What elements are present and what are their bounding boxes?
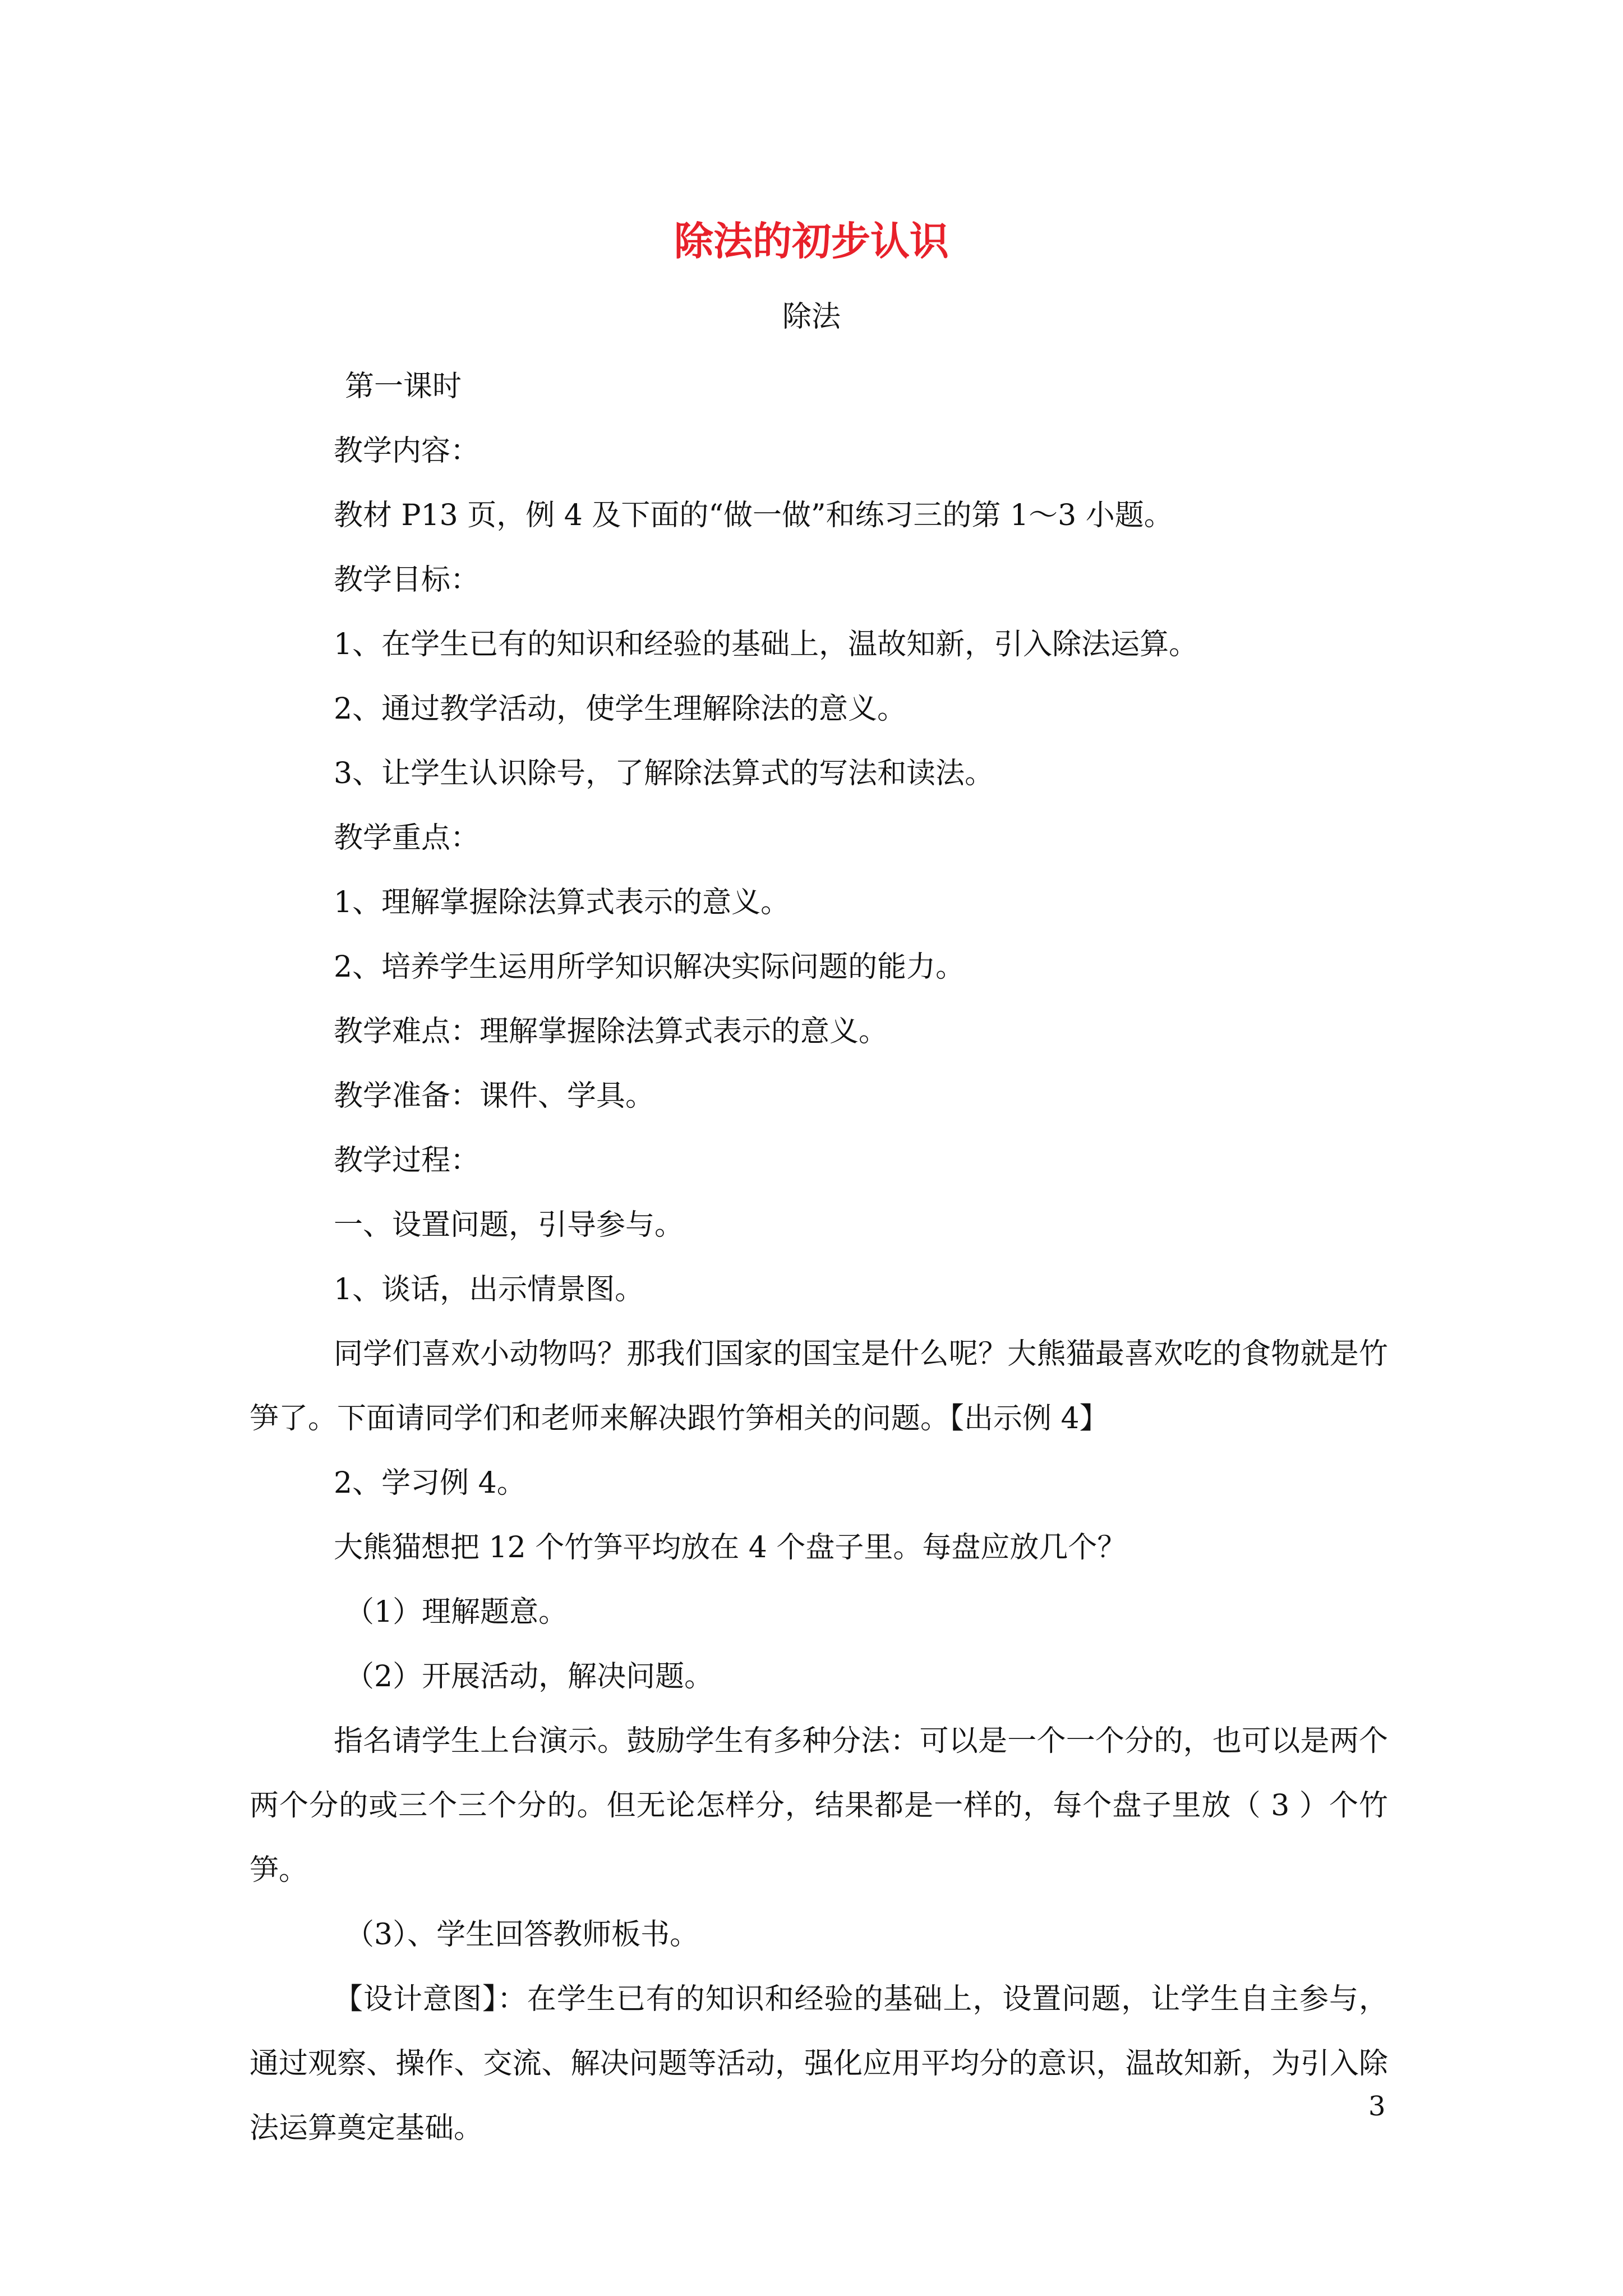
text-line: 教学内容： [334,434,480,468]
text-line: （1）理解题意。 [345,1595,568,1629]
text-line: （3）、学生回答教师板书。 [345,1918,699,1952]
text-line: 2、通过教学活动，使学生理解除法的意义。 [334,692,907,726]
document-subtitle: 除法 [782,300,841,334]
text-line: （2）开展活动，解决问题。 [345,1660,714,1694]
text-line: 教学过程： [334,1144,480,1177]
text-line: 1、理解掌握除法算式表示的意义。 [334,886,790,919]
paragraph: 【设计意图】：在学生已有的知识和经验的基础上，设置问题，让学生自主参与，通过观察、操作、交流、解决问题等活动，强化应用平均分的意识，温故知新，为引入除法运算奠定基础。 [250,1982,1388,2145]
text-line: 第一课时 [345,370,462,403]
text-line: 教学目标： [334,563,480,597]
text-line: 大熊猫想把 12 个竹笋平均放在 4 个盘子里。每盘应放几个？ [334,1531,1127,1565]
text-line: 1、在学生已有的知识和经验的基础上，温故知新，引入除法运算。 [334,628,1198,661]
text-line: 2、培养学生运用所学知识解决实际问题的能力。 [334,950,965,984]
document-title: 除法的初步认识 [674,218,949,264]
text-line: 教学重点： [334,821,480,855]
text-line: 教材 P13 页，例 4 及下面的“做一做”和练习三的第 1～3 小题。 [334,499,1173,532]
page-number: 3 [1368,2091,1386,2122]
text-line: 3、让学生认识除号，了解除法算式的写法和读法。 [334,757,994,790]
paragraph: 指名请学生上台演示。鼓励学生有多种分法：可以是一个一个分的，也可以是两个两个分的或三个三个分的。但无论怎样分，结果都是一样的，每个盘子里放（ 3 ）个竹笋。 [250,1724,1388,1887]
text-line: 教学难点：理解掌握除法算式表示的意义。 [334,1015,888,1048]
paragraph: 同学们喜欢小动物吗？那我们国家的国宝是什么呢？大熊猫最喜欢吃的食物就是竹笋了。下面请同学们和老师来解决跟竹笋相关的问题。【出示例 4】 [250,1337,1388,1435]
text-line: 2、学习例 4。 [334,1466,526,1500]
text-line: 教学准备：课件、学具。 [334,1079,655,1113]
text-line: 一、设置问题，引导参与。 [334,1208,684,1242]
text-line: 1、谈话，出示情景图。 [334,1273,644,1306]
document-body [250,355,1388,2161]
